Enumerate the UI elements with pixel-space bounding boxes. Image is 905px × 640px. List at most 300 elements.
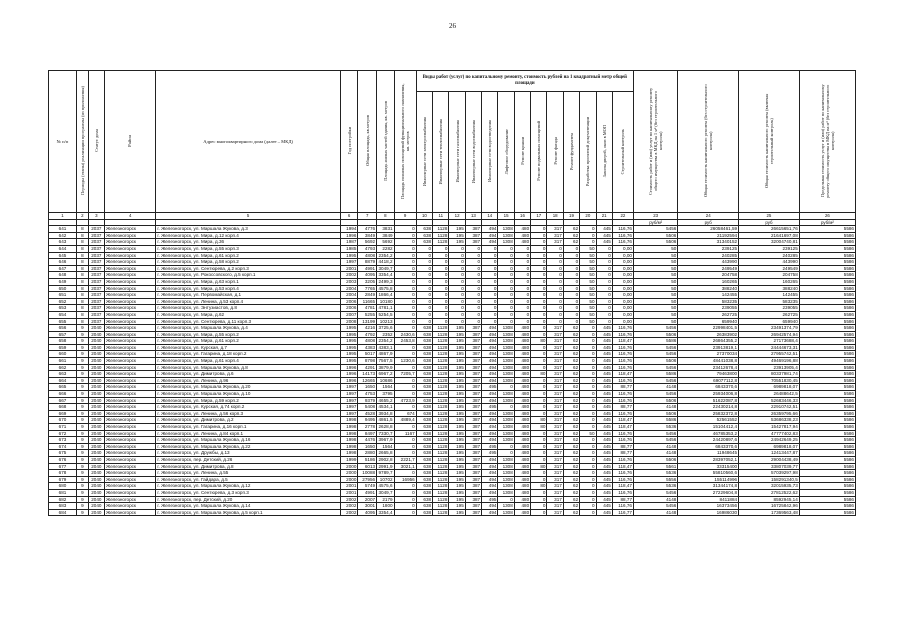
table-cell: 1866,4 xyxy=(378,292,393,298)
table-cell: г. Железногорск, ул. Энтузиастов, д.8 xyxy=(156,305,340,312)
table-cell: 445 xyxy=(596,358,612,365)
table-cell: 8 xyxy=(77,226,89,233)
table-cell: 249549 xyxy=(739,265,800,272)
table-cell: 1997 xyxy=(340,410,358,417)
table-cell: 1308 xyxy=(498,358,514,365)
table-cell: 5586 xyxy=(799,509,855,516)
table-cell: 24942649,25 xyxy=(739,437,800,444)
table-cell: 2004 xyxy=(340,292,358,299)
table-cell: 8 xyxy=(77,259,89,266)
table-cell: 3049,7 xyxy=(378,489,393,495)
table-cell: 0 xyxy=(514,259,530,266)
table-cell: 195 xyxy=(449,456,465,463)
table-cell: 445 xyxy=(596,417,612,424)
table-cell: 1995 xyxy=(340,325,358,332)
table-cell: 160265 xyxy=(739,278,800,285)
table-cell: 5456 xyxy=(634,391,678,398)
table-cell: 0,00 xyxy=(612,265,633,272)
table-cell: 5586 xyxy=(799,331,855,338)
table-cell: 11665 xyxy=(358,298,377,305)
table-cell: 5692 xyxy=(377,239,395,246)
table-cell: 317 xyxy=(547,456,563,463)
table-cell: 262725 xyxy=(739,311,800,318)
table-cell: 0 xyxy=(580,437,596,444)
table-cell: 648 xyxy=(49,272,77,279)
table-row xyxy=(49,456,856,463)
table-cell: 2007 xyxy=(358,496,377,503)
table-cell: 8411884 xyxy=(678,496,739,503)
table-cell: 387 xyxy=(465,397,481,404)
table-cell: 480 xyxy=(514,509,530,516)
table-cell: 387 xyxy=(465,483,481,490)
table-cell: 50 xyxy=(580,285,596,292)
table-cell: 480 xyxy=(514,463,530,470)
table-cell: 9 xyxy=(77,397,89,404)
table-cell: 0 xyxy=(433,272,449,279)
table-cell: 62 xyxy=(563,424,579,431)
table-cell: 0 xyxy=(394,272,416,279)
table-cell: 1128 xyxy=(433,424,449,431)
table-cell: 5586 xyxy=(799,371,855,378)
table-cell: 0 xyxy=(547,272,563,279)
table-cell: 5456 xyxy=(634,364,678,371)
table-cell: 0 xyxy=(514,245,530,252)
column-number: 17 xyxy=(531,213,547,220)
table-cell: 5536 xyxy=(634,424,678,431)
table-cell: 638 xyxy=(416,509,432,516)
table-cell: 317 xyxy=(547,404,563,411)
table-cell: 5506 xyxy=(634,331,678,338)
table-cell: 480 xyxy=(514,397,530,404)
table-cell: 0 xyxy=(482,318,498,325)
table-cell: г. Железногорск, пер. Детский, д.26 xyxy=(156,456,340,463)
table-cell: 0 xyxy=(531,351,547,358)
table-cell: 317 xyxy=(547,417,563,424)
unit-cell xyxy=(547,219,563,226)
table-cell: г. Железногорск, ул. Маршала Жукова, д.8 xyxy=(156,364,340,371)
table-cell: 116,76 xyxy=(612,503,633,510)
table-cell: 62 xyxy=(563,239,579,246)
table-cell: 1128 xyxy=(433,450,449,457)
table-cell: 0 xyxy=(465,278,481,285)
table-cell: 4793 xyxy=(358,245,377,252)
table-cell: 0 xyxy=(416,298,432,305)
table-cell: 480 xyxy=(514,443,530,450)
table-cell: 443990 xyxy=(739,259,800,266)
table-cell: 1308 xyxy=(498,239,514,246)
table-cell: 2037 xyxy=(88,265,104,272)
table-cell: 5586 xyxy=(799,489,855,496)
table-cell: 1308 xyxy=(498,351,514,358)
table-cell: 27955742,51 xyxy=(739,351,800,358)
table-cell: 387 xyxy=(465,410,481,417)
table-cell: 14173 xyxy=(358,371,377,378)
table-cell: 1998 xyxy=(340,424,358,431)
table-cell: 2880 xyxy=(358,450,377,457)
table-cell: 583235 xyxy=(678,298,739,305)
table-cell: 494 xyxy=(482,417,498,424)
table-cell: 0 xyxy=(482,265,498,272)
table-cell: 1128 xyxy=(433,410,449,417)
table-cell: 88,77 xyxy=(612,384,633,391)
table-cell: г. Железногорск, ул. Маршала Жукова, д.12 xyxy=(156,483,340,490)
table-cell: 480 xyxy=(514,371,530,378)
table-cell: 1997 xyxy=(340,391,358,398)
table-cell: 638 xyxy=(416,483,432,490)
table-cell: 5586 xyxy=(799,503,855,510)
table-cell: 195 xyxy=(449,232,465,239)
table-cell: 445 xyxy=(596,430,612,437)
table-cell: 0 xyxy=(416,265,432,272)
table-cell: 0 xyxy=(580,489,596,496)
table-cell: 27173688,4 xyxy=(739,338,800,345)
table-cell: 653 xyxy=(49,305,77,312)
table-cell: 195 xyxy=(449,364,465,371)
table-cell: 0 xyxy=(394,265,416,272)
table-cell: 2040 xyxy=(88,463,104,470)
table-cell: 0 xyxy=(449,305,465,312)
table-cell: 494 xyxy=(482,338,498,345)
table-cell: 9 xyxy=(77,410,89,417)
table-cell: 5586 xyxy=(799,305,855,312)
table-cell: Железногорск xyxy=(105,259,156,266)
table-cell: 5586 xyxy=(799,410,855,417)
table-cell: 52561552 xyxy=(678,417,739,424)
table-cell: 642 xyxy=(49,232,77,239)
table-cell: 1128 xyxy=(433,364,449,371)
table-cell: 0 xyxy=(394,232,416,239)
table-cell: 9 xyxy=(77,391,89,398)
table-cell: 0,00 xyxy=(612,259,633,266)
table-cell: 50 xyxy=(634,259,678,266)
table-cell: г. Железногорск, ул. Мира, д.61 корп.2 xyxy=(156,252,340,259)
table-cell: 9 xyxy=(77,325,89,332)
table-cell: 1128 xyxy=(433,509,449,516)
table-cell: 445 xyxy=(596,456,612,463)
table-cell: 638 xyxy=(416,443,432,450)
header-work-col: Ремонт крыши xyxy=(514,92,530,213)
table-row xyxy=(49,391,856,398)
table-cell: 0 xyxy=(482,252,498,259)
table-cell: 116,76 xyxy=(612,430,633,437)
table-cell: 1128 xyxy=(433,417,449,424)
table-cell: 62 xyxy=(563,325,579,332)
table-cell: 638 xyxy=(416,437,432,444)
table-cell: 669 xyxy=(49,410,77,417)
table-cell: 480 xyxy=(514,358,530,365)
table-cell: 0,00 xyxy=(612,272,633,279)
table-cell: 0 xyxy=(547,265,563,272)
table-cell: 2001 xyxy=(340,489,358,496)
table-cell: 5586 xyxy=(799,358,855,365)
table-cell: 80337981,74 xyxy=(739,371,800,378)
table-cell: Железногорск xyxy=(105,331,156,338)
table-cell: 116,76 xyxy=(612,358,633,365)
table-row xyxy=(49,226,856,233)
table-cell: 2040 xyxy=(88,325,104,332)
table-cell: 0 xyxy=(531,252,547,259)
table-cell: 480 xyxy=(514,410,530,417)
table-cell: 0 xyxy=(547,259,563,266)
table-cell: г. Железногорск, ул. Маршала Жукова, д.16 xyxy=(156,437,340,444)
table-cell: 50 xyxy=(580,298,596,305)
table-cell: 445 xyxy=(596,404,612,411)
table-cell: 317 xyxy=(547,325,563,332)
table-cell: 494 xyxy=(482,437,498,444)
table-cell: 638 xyxy=(416,489,432,496)
table-cell: 116,76 xyxy=(612,364,633,371)
table-cell: 0 xyxy=(580,351,596,358)
table-cell: 0 xyxy=(596,245,612,252)
table-header xyxy=(49,71,856,226)
table-cell: 0 xyxy=(465,305,481,312)
table-cell: Железногорск xyxy=(105,232,156,239)
unit-cell: руб/м² xyxy=(634,219,678,226)
table-cell: 80 xyxy=(531,338,547,345)
table-cell: Железногорск xyxy=(105,384,156,391)
table-row xyxy=(49,344,856,351)
table-cell: 638 xyxy=(416,503,432,510)
table-cell: 494 xyxy=(482,463,498,470)
table-cell: 9 xyxy=(77,351,89,358)
table-cell: 142455 xyxy=(739,292,800,299)
table-cell: 2040 xyxy=(88,470,104,477)
table-cell: 15104412,4 xyxy=(678,424,739,431)
table-cell: 0 xyxy=(580,424,596,431)
table-cell: 4216 xyxy=(358,325,377,332)
table-cell: 1308 xyxy=(498,463,514,470)
table-cell: Железногорск xyxy=(105,371,156,378)
table-cell: 2037 xyxy=(88,305,104,312)
table-cell: 0 xyxy=(580,358,596,365)
table-cell: 3879,9 xyxy=(378,364,393,370)
table-cell: 195 xyxy=(449,470,465,477)
table-cell: 0 xyxy=(465,285,481,292)
table-cell: 494 xyxy=(482,364,498,371)
header-total-area: Общая площадь, кв.метров xyxy=(358,71,377,213)
table-cell: Железногорск xyxy=(105,325,156,332)
table-cell: 0 xyxy=(465,252,481,259)
table-cell: 0 xyxy=(531,430,547,437)
table-cell: 317 xyxy=(547,424,563,431)
table-cell: 240285 xyxy=(678,252,739,259)
table-cell: 0 xyxy=(394,470,416,477)
table-cell: 195 xyxy=(449,417,465,424)
table-cell: г. Железногорск, ул. Маршала Жукова, д.22 xyxy=(156,443,340,450)
table-cell: 445 xyxy=(596,463,612,470)
table-cell: 445 xyxy=(596,410,612,417)
table-cell: 2040 xyxy=(88,437,104,444)
table-row xyxy=(49,476,856,483)
table-cell: 317 xyxy=(547,463,563,470)
table-cell: 2037 xyxy=(88,245,104,252)
table-cell: Железногорск xyxy=(105,272,156,279)
table-cell: 0 xyxy=(482,278,498,285)
table-cell: 1308 xyxy=(498,476,514,483)
table-cell: 0 xyxy=(514,265,530,272)
table-cell: 0 xyxy=(531,259,547,266)
table-cell: 638 xyxy=(416,450,432,457)
table-cell: 1230,6 xyxy=(394,358,416,365)
table-cell: 6843370,6 xyxy=(678,384,739,391)
table-cell: 52683446,33 xyxy=(739,397,800,404)
table-cell: 22910742,51 xyxy=(739,404,800,411)
table-cell: 1308 xyxy=(498,430,514,437)
table-cell: 2040 xyxy=(88,391,104,398)
table-cell: 16725842,96 xyxy=(739,503,800,510)
table-cell: 0 xyxy=(416,272,432,279)
table-cell: 480 xyxy=(514,503,530,510)
table-cell: 195 xyxy=(449,391,465,398)
table-cell: 5749 xyxy=(358,483,377,490)
table-cell: 1308 xyxy=(498,489,514,496)
table-cell: 0 xyxy=(580,470,596,477)
table-row xyxy=(49,371,856,378)
table-cell: 4148 xyxy=(634,404,678,411)
table-cell: 495 xyxy=(482,496,498,503)
table-cell: 1128 xyxy=(433,226,449,233)
table-cell: 62 xyxy=(563,470,579,477)
column-number: 22 xyxy=(612,213,633,220)
table-cell: 1128 xyxy=(433,325,449,332)
table-cell: 62 xyxy=(563,437,579,444)
table-cell: 0 xyxy=(514,292,530,299)
table-cell: 0 xyxy=(531,397,547,404)
table-cell: 62 xyxy=(563,397,579,404)
table-cell: 0 xyxy=(498,443,514,450)
table-cell: 680 xyxy=(49,483,77,490)
table-cell: 1128 xyxy=(433,443,449,450)
table-cell: Железногорск xyxy=(105,252,156,259)
table-cell: 0 xyxy=(580,226,596,233)
column-number-row xyxy=(49,213,856,220)
table-cell: 5692 xyxy=(358,239,377,246)
column-number: 4 xyxy=(105,213,156,220)
header-nonres-area: Площадь нежилых помещений функционального назначения, кв. метров xyxy=(394,71,416,213)
table-cell: 2040 xyxy=(88,384,104,391)
table-cell: 4095 xyxy=(358,272,377,279)
table-cell: 1308 xyxy=(498,410,514,417)
table-cell: 387 xyxy=(465,496,481,503)
table-cell: 0 xyxy=(531,470,547,477)
table-cell: 23913905,4 xyxy=(739,364,800,371)
table-cell: 2040 xyxy=(88,509,104,516)
header-limit-cost: Предельная стоимость услуг и (или) работ по капитальному ремонту общего имущества в МКД на м² (без строительного контроля) xyxy=(799,71,855,213)
table-cell: 239125 xyxy=(678,245,739,252)
table-cell: г. Железногорск, ул. Дружбы, д.13 xyxy=(156,450,340,457)
table-cell: 638 xyxy=(416,344,432,351)
table-cell: 387 xyxy=(465,239,481,246)
table-cell: 638 xyxy=(416,456,432,463)
table-cell: 445 xyxy=(596,384,612,391)
table-cell: 317 xyxy=(547,377,563,384)
table-cell: 0 xyxy=(580,443,596,450)
table-cell: 638 xyxy=(416,331,432,338)
table-cell: 2002 xyxy=(340,496,358,503)
unit-cell xyxy=(49,219,77,226)
table-cell: 0 xyxy=(547,292,563,299)
table-cell: 50 xyxy=(634,272,678,279)
table-cell: 583235 xyxy=(739,298,800,305)
table-cell: 204758 xyxy=(678,272,739,279)
table-cell: 195 xyxy=(449,325,465,332)
table-cell: 0 xyxy=(482,298,498,305)
table-row xyxy=(49,232,856,239)
table-cell: 5254,5 xyxy=(378,311,393,317)
table-cell: 21641697,08 xyxy=(739,232,800,239)
table-cell: 48441038,8 xyxy=(678,358,739,365)
table-cell: 0 xyxy=(433,285,449,292)
table-cell: 195 xyxy=(449,503,465,510)
table-cell: 445 xyxy=(596,239,612,246)
table-cell: 2628,8 xyxy=(378,424,393,429)
table-cell: 8 xyxy=(77,305,89,312)
table-cell: 118,47 xyxy=(612,483,633,490)
table-cell: 673 xyxy=(49,437,77,444)
table-cell: 445 xyxy=(596,424,612,431)
table-cell: 480 xyxy=(514,404,530,411)
table-cell: 118,47 xyxy=(612,424,633,431)
table-cell: 0 xyxy=(596,252,612,259)
table-cell: 1308 xyxy=(498,377,514,384)
table-cell: 0,00 xyxy=(612,298,633,305)
table-cell: 17369563,48 xyxy=(739,509,800,516)
table-cell: 1308 xyxy=(498,364,514,371)
table-cell: 5586 xyxy=(799,298,855,305)
table-cell: 195 xyxy=(449,371,465,378)
table-cell: 0 xyxy=(596,285,612,292)
table-cell: 50 xyxy=(580,278,596,285)
table-cell: 62 xyxy=(563,443,579,450)
table-cell: 668 xyxy=(49,404,77,411)
table-cell: 638 xyxy=(416,325,432,332)
unit-cell xyxy=(105,219,156,226)
table-row xyxy=(49,404,856,411)
table-row xyxy=(49,239,856,246)
table-cell: 8 xyxy=(77,272,89,279)
table-cell: 1308 xyxy=(498,483,514,490)
table-cell: 0 xyxy=(596,298,612,305)
table-cell: 654 xyxy=(49,311,77,318)
table-cell: 495 xyxy=(482,443,498,450)
table-cell: 5456 xyxy=(634,430,678,437)
table-row xyxy=(49,245,856,252)
table-cell: г. Железногорск, ул. Мира, д.58 корп.2 xyxy=(156,259,340,266)
table-cell: 9 xyxy=(77,331,89,338)
table-cell: 3934,8 xyxy=(378,410,393,416)
table-cell: 0 xyxy=(416,278,432,285)
table-cell: 4291 xyxy=(358,364,377,371)
table-cell: 27229604,8 xyxy=(678,489,739,496)
table-cell: 116,76 xyxy=(612,470,633,477)
table-cell: 0 xyxy=(547,298,563,305)
unit-cell: руб/м² xyxy=(799,219,855,226)
unit-cell xyxy=(612,219,633,226)
table-cell: 4095 xyxy=(358,509,377,516)
table-cell: 158291340,5 xyxy=(739,476,800,483)
table-cell: Железногорск xyxy=(105,456,156,463)
table-cell: 80 xyxy=(531,483,547,490)
table-cell: 317 xyxy=(547,503,563,510)
table-cell: Железногорск xyxy=(105,476,156,483)
table-cell: 387 xyxy=(465,489,481,496)
table-cell: Железногорск xyxy=(105,470,156,477)
table-cell: 0 xyxy=(433,265,449,272)
table-cell: 1996 xyxy=(340,232,358,239)
table-row xyxy=(49,443,856,450)
table-cell: 480 xyxy=(514,344,530,351)
table-cell: 62 xyxy=(563,489,579,496)
